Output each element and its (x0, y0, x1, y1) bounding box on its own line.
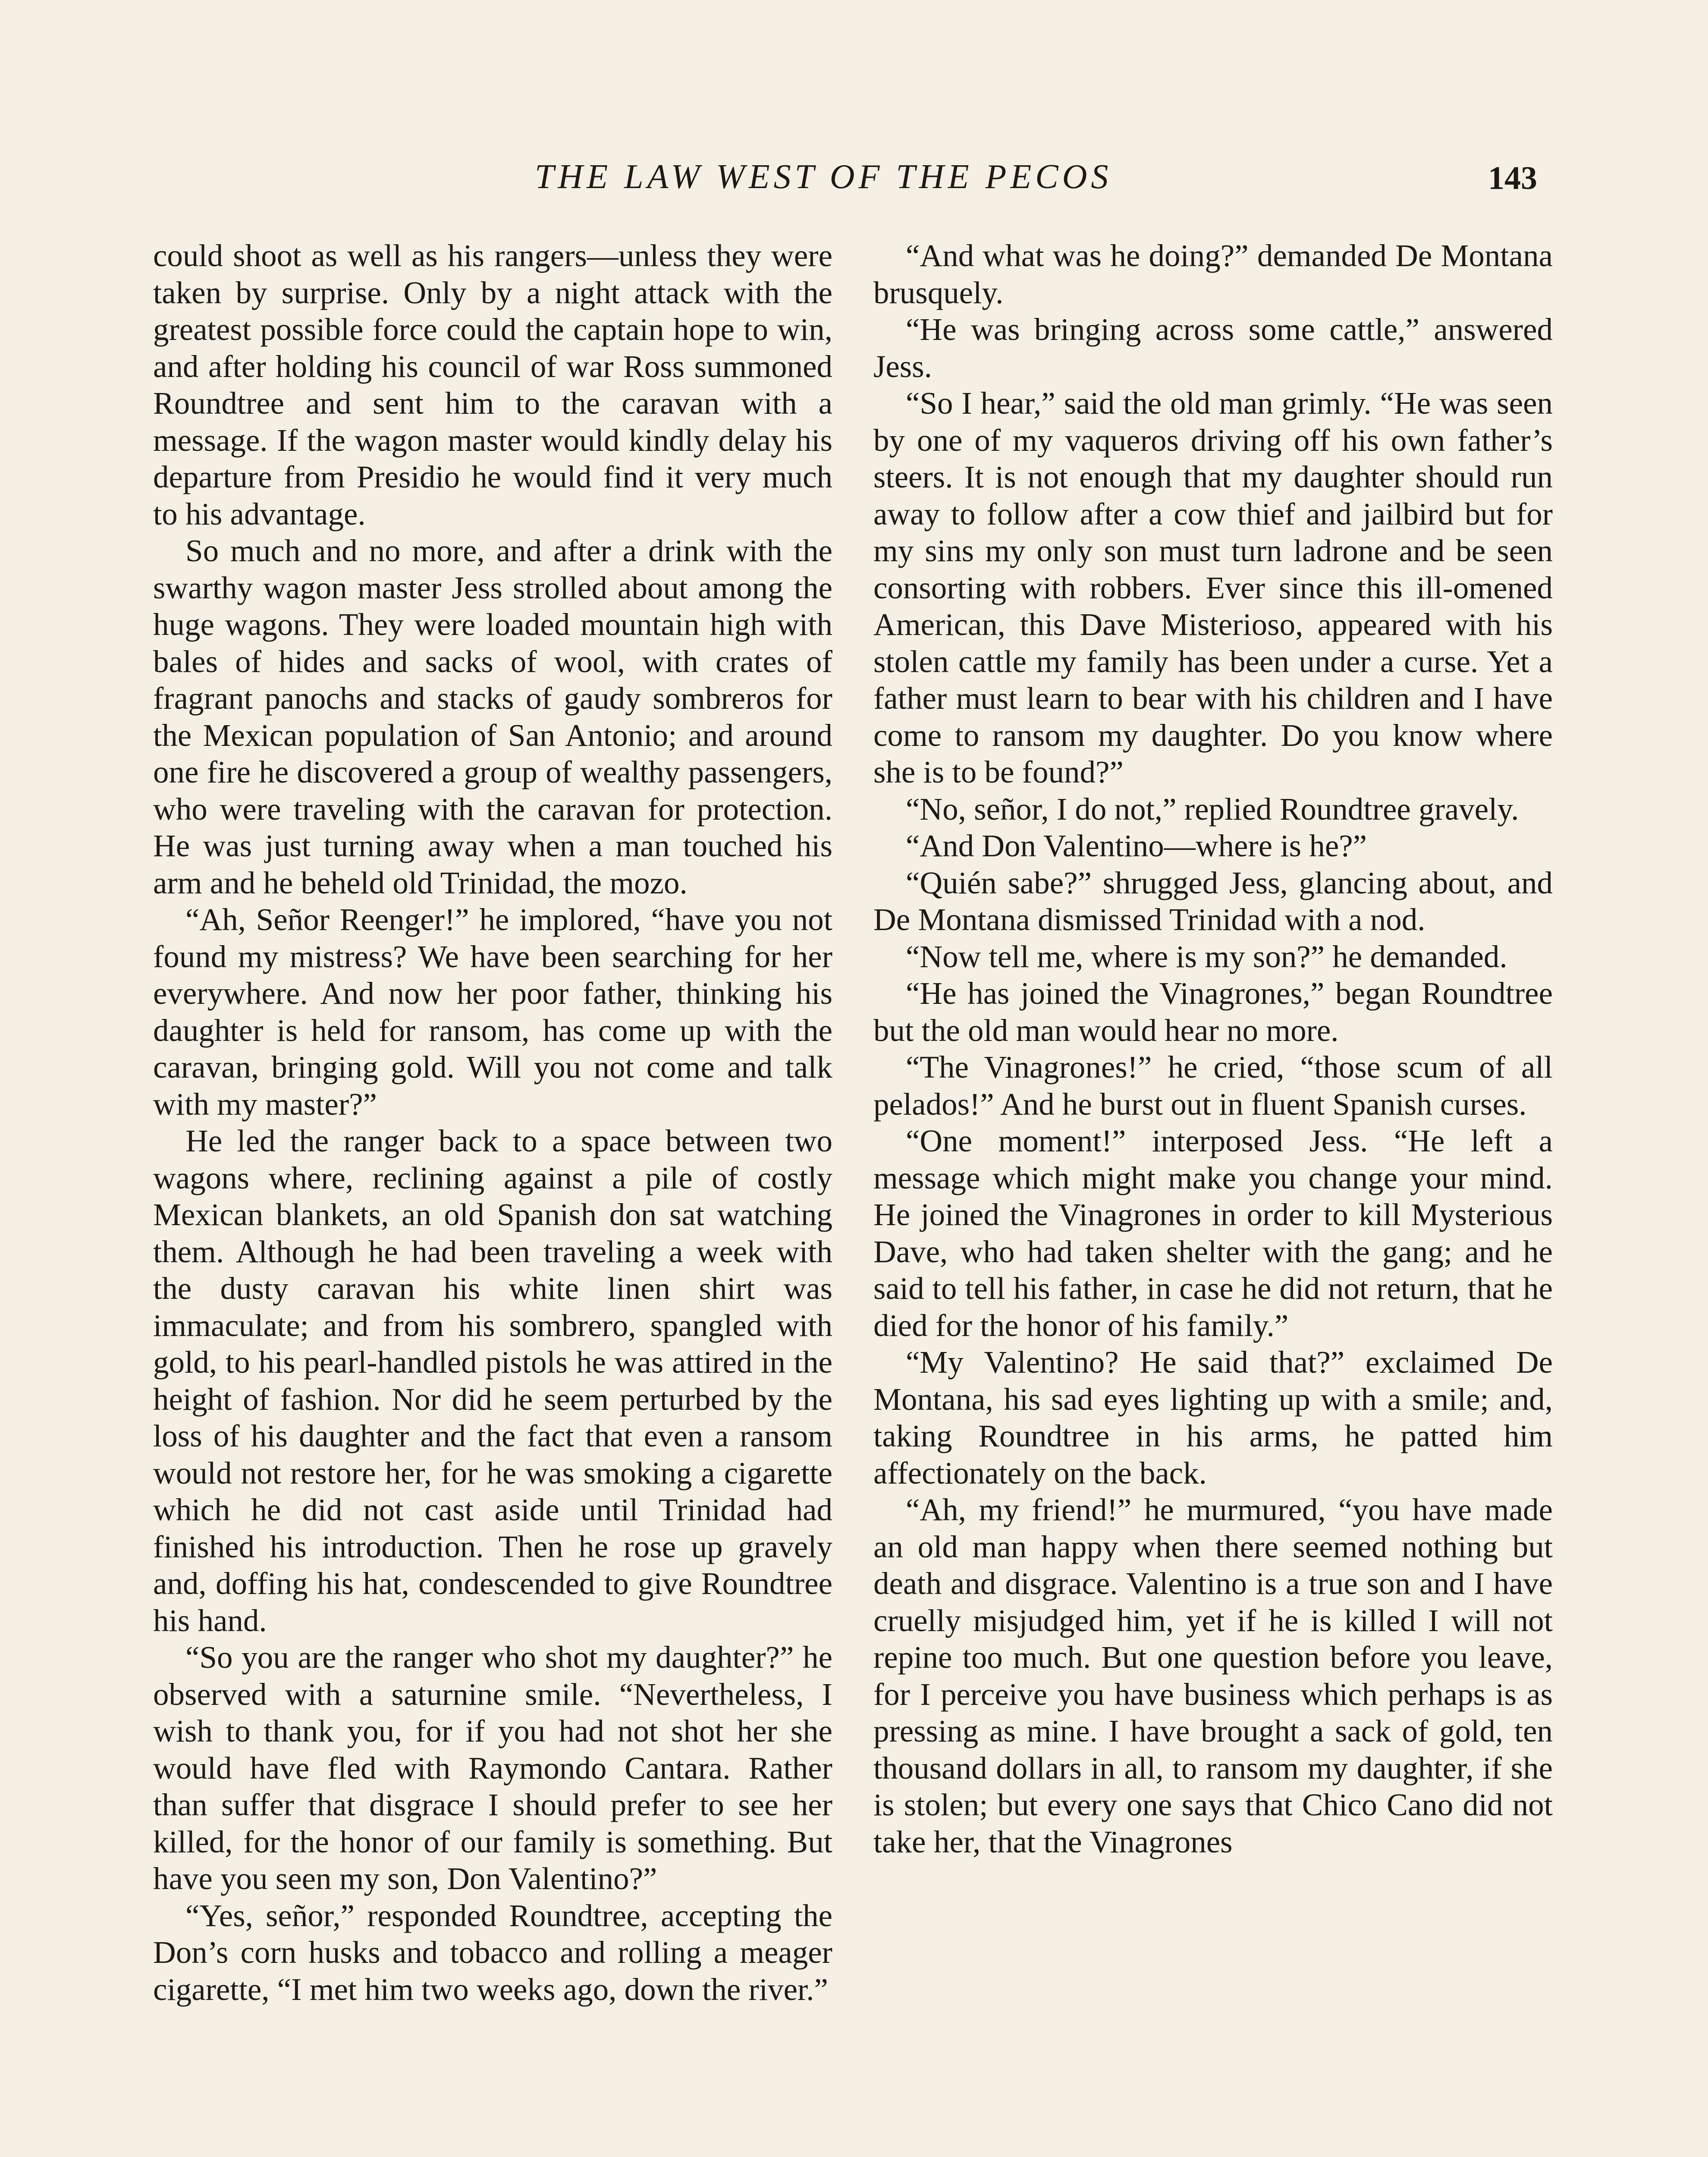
left-column (153, 237, 832, 2008)
paragraph: “Yes, señor,” responded Roundtree, accepting the Don’s corn husks and tobacco and rolling a meager cigarette, “I met him two weeks ago, down the river.” (153, 1898, 832, 2007)
paragraph: “Quién sabe?” shrugged Jess, glancing about, and De Montana dismissed Trinidad with a nod. (873, 865, 1553, 937)
paragraph: “One moment!” interposed Jess. “He left a message which might make you change your mind. He joined the Vinagrones in order to kill Mysterious Dave, who had taken shelter with the gang; and he said to tell his father, in case he did not return, that he died for the honor of his family.” (873, 1123, 1553, 1343)
paragraph: “No, señor, I do not,” replied Roundtree gravely. (906, 791, 1519, 827)
paragraph: “So you are the ranger who shot my daughter?” he observed with a saturnine smile. “Nevertheless, I wish to thank you, for if you had not shot her she would have fled with Raymondo Cantara. Rather than suffer that disgrace I should prefer to see her killed, for the honor of our family is something. But have you seen my son, Don Valentino?” (153, 1640, 832, 1896)
paragraph: He led the ranger back to a space between two wagons where, reclining against a pile of costly Mexican blankets, an old Spanish don sat watching them. Although he had been traveling a week with the dusty caravan his white linen shirt was immaculate; and from his sombrero, spangled with gold, to his pearl-handled pistols he was attired in the height of fashion. Nor did he seem perturbed by the loss of his daughter and the fact that even a ransom would not restore her, for he was smoking a cigarette which he did not cast aside until Trinidad had finished his introduction. Then he rose up gravely and, doffing his hat, condescended to give Roundtree his hand. (153, 1123, 832, 1638)
paragraph: “And what was he doing?” demanded De Montana brusquely. (873, 238, 1553, 310)
paragraph: “So I hear,” said the old man grimly. “He was seen by one of my vaqueros driving off his own father’s steers. It is not enough that my daughter should run away to follow after a cow thief and jailbird but for my sins my only son must turn ladrone and be seen consorting with robbers. Ever since this ill-omened American, this Dave Misterioso, appeared with his stolen cattle my family has been under a curse. Yet a father must learn to bear with his children and I have come to ransom my daughter. Do you know where she is to be found?” (873, 386, 1553, 789)
paragraph: “Ah, Señor Reenger!” he implored, “have you not found my mistress? We have been searching for her everywhere. And now her poor father, thinking his daughter is held for ransom, has come up with the caravan, bringing gold. Will you not come and talk with my master?” (153, 902, 832, 1122)
running-title: THE LAW WEST OF THE PECOS (535, 158, 1112, 196)
paragraph: “The Vinagrones!” he cried, “those scum of all pelados!” And he burst out in fluent Spanish curses. (873, 1050, 1553, 1122)
page-number: 143 (1488, 160, 1537, 196)
paragraph: “And Don Valentino—where is he?” (906, 828, 1367, 863)
paragraph: “Now tell me, where is my son?” he demanded. (906, 939, 1507, 974)
paragraph: “He has joined the Vinagrones,” began Roundtree but the old man would hear no more. (873, 976, 1553, 1048)
paragraph: could shoot as well as his rangers—unless they were taken by surprise. Only by a night attack with the greatest possible force could the captain hope to win, and after holding his council of war Ross summoned Roundtree and sent him to the caravan with a message. If the wagon master would kindly delay his departure from Presidio he would find it very much to his advantage. (153, 238, 832, 531)
paragraph: So much and no more, and after a drink with the swarthy wagon master Jess strolled about among the huge wagons. They were loaded mountain high with bales of hides and sacks of wool, with crates of fragrant panochs and stacks of gaudy sombreros for the Mexican population of San Antonio; and around one fire he discovered a group of wealthy passengers, who were traveling with the caravan for protection. He was just turning away when a man touched his arm and he beheld old Trinidad, the mozo. (153, 533, 832, 900)
right-column (873, 237, 1553, 1860)
paragraph: “My Valentino? He said that?” exclaimed De Montana, his sad eyes lighting up with a smile; and, taking Roundtree in his arms, he patted him affectionately on the back. (873, 1345, 1553, 1490)
paragraph: “He was bringing across some cattle,” answered Jess. (873, 312, 1553, 384)
paragraph: “Ah, my friend!” he murmured, “you have made an old man happy when there seemed nothing but death and disgrace. Valentino is a true son and I have cruelly misjudged him, yet if he is killed I will not repine too much. But one question before you leave, for I perceive you have business which perhaps is as pressing as mine. I have brought a sack of gold, ten thousand dollars in all, to ransom my daughter, if she is stolen; but every one says that Chico Cano did not take her, that the Vinagrones (873, 1492, 1553, 1859)
